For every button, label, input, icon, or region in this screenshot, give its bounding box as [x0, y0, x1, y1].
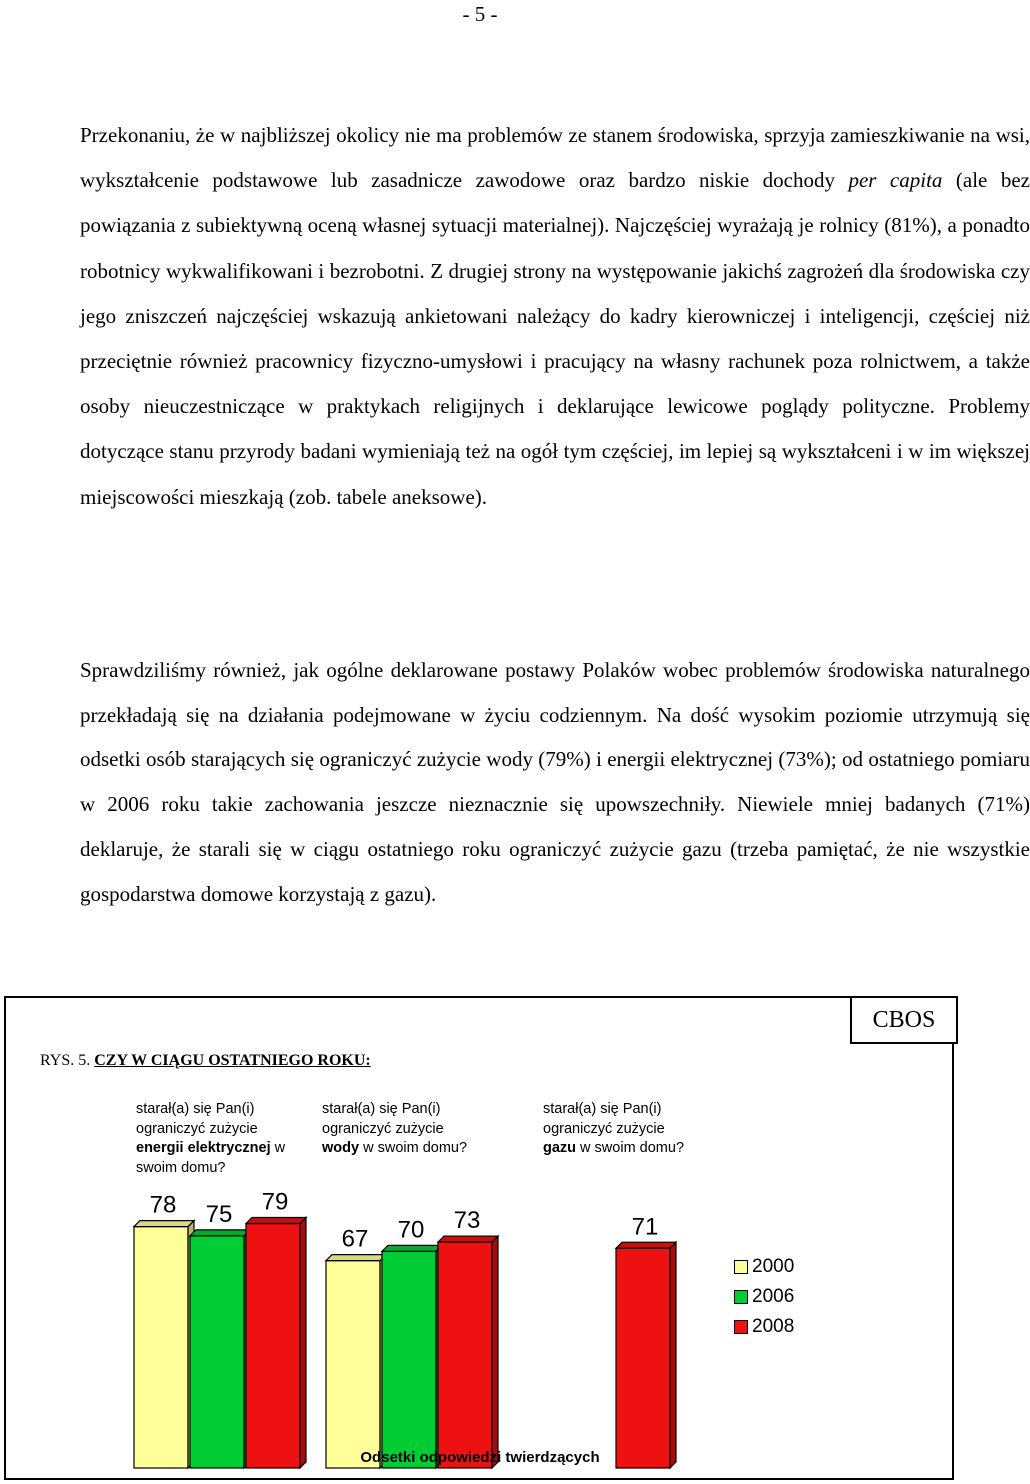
paragraph-text-continued: (ale bez powiązania z subiektywną oceną własnej sytuacji materialnej). Najczęściej wyrażają je rolnicy (81%), a ponadto robotnicy wykwalifikowani i bezrobotni. Z drugiej strony na występowanie jakichś zagrożeń dla środowiska czy jego zniszczeń najczęściej wskazują ankietowani należący do kadry kierowniczej i inteligencji, częściej niż przeciętnie również pracownicy fizyczno-umysłowi i pracujący na własny rachunek poza rolnictwem, a także osoby nieuczestniczące w praktykach religijnych i deklarujące lewicowe poglądy polityczne. Problemy dotyczące stanu przyrody badani wymieniają też na ogół tym częściej, im lepiej są wykształceni i w im większej miejscowości mieszkają (zob. tabele aneksowe). [80, 168, 1030, 509]
bar-top-2008-2 [616, 1242, 676, 1248]
bar-top-2000-0 [134, 1221, 194, 1227]
legend [734, 1252, 794, 1342]
bar-2006-1 [382, 1251, 436, 1468]
paragraph-italic-term: per capita [848, 168, 943, 193]
bar-top-2008-1 [438, 1236, 498, 1242]
bar-2008-1 [438, 1242, 492, 1468]
paragraph-text: Przekonaniu, że w najbliższej okolicy nie ma problemów ze stanem środowiska, sprzyja zamieszkiwanie na wsi, wykształcenie podstawowe lub zasadnicze zawodowe oraz bardzo niskie dochody [80, 123, 1030, 193]
bar-side-2008-0 [300, 1217, 306, 1468]
bar-2000-1 [326, 1261, 380, 1468]
legend-swatch [734, 1320, 748, 1334]
question-prefix: starał(a) się Pan(i) ograniczyć zużycie [322, 1101, 444, 1137]
legend-label: 2008 [752, 1316, 795, 1337]
question-suffix: w swoim domu? [136, 1140, 286, 1176]
question-subject: energii elektrycznej [136, 1140, 271, 1156]
question-suffix: w swoim domu? [359, 1140, 468, 1156]
bar-value-label: 67 [341, 1225, 369, 1253]
question-prefix: starał(a) się Pan(i) ograniczyć zużycie [136, 1101, 258, 1137]
legend-swatch [734, 1260, 748, 1274]
bar-2006-0 [190, 1236, 244, 1468]
legend-item-2000 [734, 1252, 794, 1282]
bar-value-label: 73 [453, 1207, 481, 1235]
bar-2008-0 [246, 1223, 300, 1468]
bar-top-2000-1 [326, 1255, 386, 1261]
legend-item-2008 [734, 1312, 794, 1342]
figure-label: RYS. 5. [40, 1052, 91, 1069]
bar-value-label: 71 [631, 1213, 659, 1241]
bar-value-label: 70 [397, 1216, 425, 1244]
figure-question: CZY W CIĄGU OSTATNIEGO ROKU: [94, 1052, 371, 1069]
bar-value-label: 79 [261, 1188, 289, 1216]
bar-top-2006-1 [382, 1245, 442, 1251]
question-prefix: starał(a) się Pan(i) ograniczyć zużycie [543, 1101, 665, 1137]
bar-value-label: 75 [205, 1200, 233, 1228]
paragraph-daily-actions: Sprawdziliśmy również, jak ogólne deklarowane postawy Polaków wobec problemów środowiska naturalnego przekładają się na działania podejmowane w życiu codziennym. Na dość wysokim poziomie utrzymują się odsetki osób starających się ograniczyć zużycie wody (79%) i energii elektrycznej (73%); od ostatniego pomiaru w 2006 roku takie zachowania jeszcze nieznacznie się upowszechniły. Niewiele mniej badanych (71%) deklaruje, że starali się w ciągu ostatniego roku ograniczyć zużycie gazu (trzeba pamiętać, że nie wszystkie gospodarstwa domowe korzystają z gazu). [80, 658, 1030, 906]
bar-side-2008-2 [670, 1242, 676, 1468]
bar-top-2006-0 [190, 1230, 250, 1236]
bar-value-label: 78 [149, 1191, 177, 1219]
question-subject: gazu [543, 1140, 577, 1156]
figure-footer-caption: Odsetki odpowiedzi twierdzących [360, 1449, 600, 1466]
legend-label: 2006 [752, 1286, 795, 1307]
bar-2000-0 [134, 1227, 188, 1468]
page-number: - 5 - [462, 2, 498, 26]
legend-swatch [734, 1290, 748, 1304]
legend-label: 2000 [752, 1256, 795, 1277]
question-subject: wody [322, 1140, 360, 1156]
bar-2008-2 [616, 1248, 670, 1468]
bar-side-2008-1 [492, 1236, 498, 1468]
bar-top-2008-0 [246, 1217, 306, 1223]
question-suffix: w swoim domu? [576, 1140, 685, 1156]
source-badge: CBOS [850, 996, 958, 1044]
legend-item-2006 [734, 1282, 794, 1312]
